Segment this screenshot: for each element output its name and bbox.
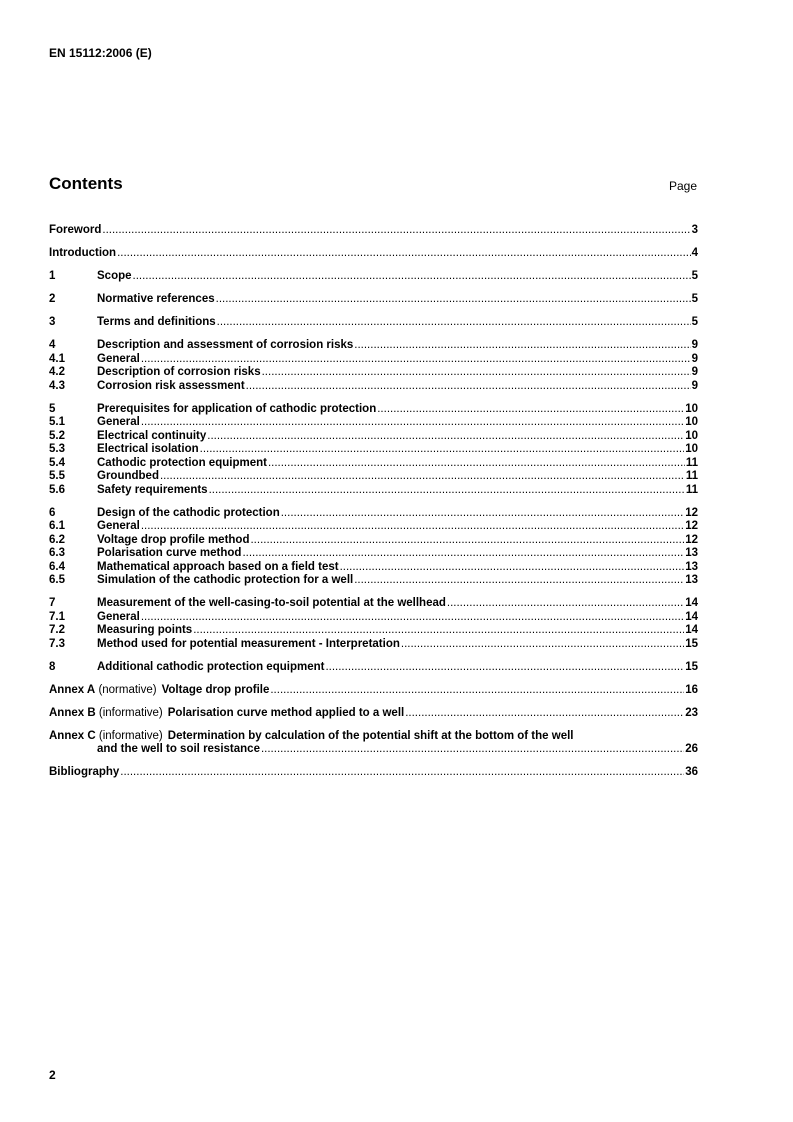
- toc-label: Simulation of the cathodic protection for a well: [97, 574, 354, 586]
- toc-label: Electrical isolation: [97, 443, 199, 455]
- toc-group-5: [49, 403, 698, 498]
- toc-leader: [141, 416, 684, 430]
- toc-page: 16: [685, 683, 698, 696]
- toc-page: 14: [685, 610, 698, 623]
- toc-label: and the well to soil resistance: [97, 743, 260, 755]
- toc-entry-7-2[interactable]: [49, 624, 698, 638]
- table-of-contents: [49, 224, 698, 780]
- toc-entry-2[interactable]: [49, 293, 698, 307]
- toc-number: 6.5: [49, 574, 65, 586]
- toc-leader: [141, 520, 684, 534]
- annex-c-line-1: [49, 730, 698, 744]
- toc-entry-5-5[interactable]: [49, 470, 698, 484]
- toc-number: 8: [49, 660, 56, 673]
- toc-label: Electrical continuity: [97, 429, 207, 442]
- toc-entry-introduction[interactable]: [49, 247, 698, 261]
- toc-group-7: [49, 597, 698, 651]
- toc-number: 5.6: [49, 483, 65, 496]
- annex-type: (informative): [98, 729, 163, 742]
- toc-entry-3[interactable]: [49, 316, 698, 330]
- toc-label: Foreword: [49, 224, 102, 236]
- toc-number: 4.1: [49, 352, 65, 365]
- toc-label: Corrosion risk assessment: [97, 379, 245, 392]
- toc-leader: [354, 574, 684, 588]
- toc-page: 10: [685, 429, 698, 442]
- toc-number: 4.3: [49, 379, 65, 392]
- toc-page: 3: [691, 224, 698, 236]
- toc-label: Cathodic protection equipment: [97, 456, 267, 469]
- toc-page: 15: [685, 637, 698, 650]
- toc-label: Additional cathodic protection equipment: [97, 660, 325, 673]
- toc-entry-6-4[interactable]: [49, 561, 698, 575]
- toc-label: Method used for potential measurement - Interpretation: [97, 637, 400, 650]
- toc-entry-5-2[interactable]: [49, 430, 698, 444]
- toc-page: 11: [685, 483, 698, 496]
- toc-page: 10: [685, 402, 698, 415]
- toc-number: 7.2: [49, 624, 65, 636]
- toc-entry-7-1[interactable]: [49, 611, 698, 625]
- toc-page: 12: [685, 520, 698, 532]
- toc-page: 14: [685, 624, 698, 636]
- toc-number: 7.3: [49, 637, 65, 650]
- toc-page: 11: [685, 470, 698, 482]
- toc-label: General: [97, 610, 140, 623]
- toc-page: 12: [685, 533, 698, 546]
- toc-page: 5: [691, 293, 698, 305]
- toc-page: 10: [685, 443, 698, 455]
- toc-leader: [207, 430, 684, 444]
- toc-leader: [281, 507, 684, 521]
- toc-label: Mathematical approach based on a field test: [97, 560, 339, 573]
- toc-leader: [117, 247, 691, 261]
- toc-label: Voltage drop profile: [161, 683, 270, 696]
- toc-label: Safety requirements: [97, 483, 208, 496]
- toc-page: 13: [685, 560, 698, 573]
- toc-leader: [133, 270, 691, 284]
- toc-leader: [447, 597, 684, 611]
- toc-leader: [261, 743, 684, 757]
- toc-number: 4.2: [49, 366, 65, 378]
- toc-leader: [193, 624, 684, 638]
- toc-leader: [340, 561, 685, 575]
- page-number: 2: [49, 1068, 56, 1082]
- toc-number: 6.1: [49, 520, 65, 532]
- toc-entry-bibliography[interactable]: [49, 766, 698, 780]
- toc-page: 5: [691, 316, 698, 328]
- toc-leader: [325, 661, 684, 675]
- toc-label: Normative references: [97, 293, 215, 305]
- toc-entry-5-1[interactable]: [49, 416, 698, 430]
- toc-leader: [268, 457, 685, 471]
- toc-leader: [246, 380, 691, 394]
- annex-label: Annex C: [49, 729, 96, 742]
- toc-leader: [102, 224, 690, 238]
- toc-page: 9: [691, 366, 698, 378]
- toc-group-4: [49, 339, 698, 393]
- toc-label: Determination by calculation of the potential shift at the bottom of the well: [167, 729, 574, 742]
- toc-number: 3: [49, 316, 56, 328]
- toc-label: Scope: [97, 270, 132, 282]
- toc-label: Measuring points: [97, 624, 193, 636]
- toc-leader: [217, 316, 691, 330]
- toc-entry-4-3[interactable]: [49, 380, 698, 394]
- toc-entry-7[interactable]: [49, 597, 698, 611]
- toc-group-6: [49, 507, 698, 588]
- toc-number: 7: [49, 597, 56, 609]
- toc-label: General: [97, 416, 140, 428]
- toc-entry-4-1[interactable]: [49, 353, 698, 367]
- toc-entry-5-4[interactable]: [49, 457, 698, 471]
- toc-page: 9: [691, 339, 698, 351]
- annex-label: Annex B: [49, 706, 96, 719]
- toc-page: 11: [685, 456, 698, 469]
- toc-label: Polarisation curve method: [97, 547, 242, 559]
- toc-label: Terms and definitions: [97, 316, 216, 328]
- toc-number: 1: [49, 270, 56, 282]
- toc-number: 5.4: [49, 456, 65, 469]
- toc-entry-5[interactable]: [49, 403, 698, 417]
- toc-leader: [262, 366, 691, 380]
- toc-number: 5.3: [49, 443, 65, 455]
- toc-entry-5-6[interactable]: [49, 484, 698, 498]
- toc-entry-8[interactable]: [49, 661, 698, 675]
- toc-entry-5-3[interactable]: [49, 443, 698, 457]
- toc-number: 5.1: [49, 416, 65, 428]
- toc-entry-7-3[interactable]: [49, 638, 698, 652]
- toc-entry-4[interactable]: [49, 339, 698, 353]
- toc-label: Measurement of the well-casing-to-soil potential at the wellhead: [97, 597, 446, 609]
- toc-page: 23: [685, 706, 698, 719]
- toc-entry-annex-b[interactable]: [49, 707, 698, 721]
- toc-label: Prerequisites for application of cathodic protection: [97, 402, 377, 415]
- toc-leader: [209, 484, 685, 498]
- toc-entry-6-3[interactable]: [49, 547, 698, 561]
- toc-leader: [270, 684, 684, 698]
- toc-label: Design of the cathodic protection: [97, 506, 280, 519]
- toc-label: Groundbed: [97, 470, 159, 482]
- annex-type: (normative): [98, 683, 157, 696]
- toc-leader: [216, 293, 691, 307]
- toc-page: 9: [691, 379, 698, 392]
- annex-c-line-2: [49, 743, 698, 757]
- toc-number: 6: [49, 506, 56, 519]
- toc-number: 5: [49, 402, 56, 415]
- toc-leader: [242, 547, 684, 561]
- toc-label: Polarisation curve method applied to a well: [167, 706, 405, 719]
- toc-label: Introduction: [49, 247, 117, 259]
- toc-page: 4: [691, 247, 698, 259]
- document-id-header: EN 15112:2006 (E): [49, 46, 152, 60]
- toc-number: 5.2: [49, 429, 65, 442]
- toc-label: General: [97, 352, 140, 365]
- toc-page: 14: [685, 597, 698, 609]
- toc-entry-annex-c[interactable]: [49, 730, 698, 757]
- toc-page: 5: [691, 270, 698, 282]
- annex-type: (informative): [98, 706, 163, 719]
- toc-leader: [120, 766, 684, 780]
- toc-number: 2: [49, 293, 56, 305]
- toc-entry-4-2[interactable]: [49, 366, 698, 380]
- toc-leader: [250, 534, 684, 548]
- toc-page: 13: [685, 547, 698, 559]
- toc-leader: [377, 403, 684, 417]
- toc-leader: [405, 707, 684, 721]
- toc-number: 7.1: [49, 610, 65, 623]
- toc-page: 9: [691, 352, 698, 365]
- annex-label: Annex A: [49, 683, 96, 696]
- contents-heading: Contents: [49, 174, 123, 193]
- toc-number: 4: [49, 339, 56, 351]
- toc-leader: [200, 443, 685, 457]
- toc-page: 10: [685, 416, 698, 428]
- toc-label: General: [97, 520, 140, 532]
- toc-page: 15: [685, 660, 698, 673]
- toc-leader: [401, 638, 684, 652]
- toc-label: Description of corrosion risks: [97, 366, 261, 378]
- toc-number: 6.4: [49, 560, 65, 573]
- toc-entry-6[interactable]: [49, 507, 698, 521]
- toc-leader: [160, 470, 685, 484]
- toc-page: 26: [685, 743, 698, 755]
- toc-leader: [141, 353, 691, 367]
- toc-entry-6-1[interactable]: [49, 520, 698, 534]
- toc-number: 5.5: [49, 470, 65, 482]
- toc-entry-annex-a[interactable]: [49, 684, 698, 698]
- toc-leader: [141, 611, 684, 625]
- toc-page: 12: [685, 506, 698, 519]
- toc-leader: [354, 339, 690, 353]
- toc-page: 36: [685, 766, 698, 778]
- toc-entry-1[interactable]: [49, 270, 698, 284]
- toc-number: 6.3: [49, 547, 65, 559]
- toc-entry-6-2[interactable]: [49, 534, 698, 548]
- toc-label: Voltage drop profile method: [97, 533, 250, 546]
- toc-page: 13: [685, 574, 698, 586]
- toc-entry-6-5[interactable]: [49, 574, 698, 588]
- toc-number: 6.2: [49, 533, 65, 546]
- toc-entry-foreword[interactable]: [49, 224, 698, 238]
- toc-label: Bibliography: [49, 766, 120, 778]
- toc-label: Description and assessment of corrosion risks: [97, 339, 354, 351]
- page-column-label: Page: [668, 179, 697, 193]
